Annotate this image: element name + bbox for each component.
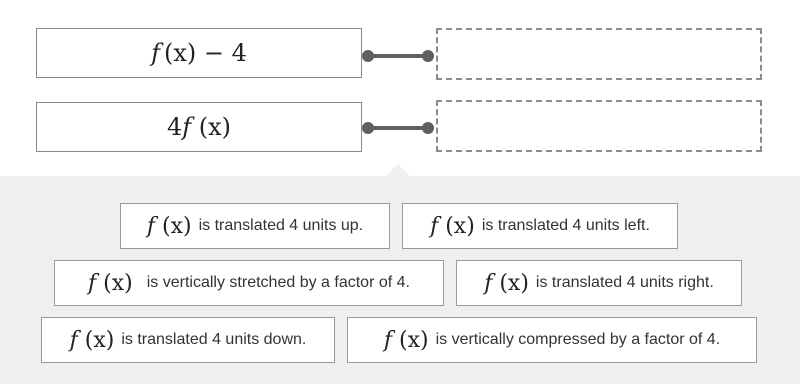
tile-text: is translated 4 units right.	[535, 274, 714, 291]
tile-function: f (x)	[430, 213, 475, 239]
tile-text: is vertically compressed by a factor of 4.	[435, 331, 721, 348]
tile-text: is translated 4 units left.	[481, 217, 650, 234]
answer-tile-left[interactable]	[402, 203, 678, 249]
connector-dot	[362, 50, 374, 62]
tile-function: f (x)	[484, 270, 529, 296]
prompt-func: f	[182, 113, 192, 141]
answer-tile-down[interactable]	[41, 317, 335, 363]
tray-notch	[386, 164, 410, 176]
answer-tile-stretched[interactable]	[54, 260, 444, 306]
tile-function: f (x)	[146, 213, 192, 239]
drop-zone-2[interactable]	[436, 100, 762, 152]
tile-function: f (x)	[88, 270, 133, 296]
tile-text: is vertically stretched by a factor of 4.	[146, 274, 410, 291]
drop-zone-1[interactable]	[436, 28, 762, 80]
prompt-arg: (x)	[163, 39, 197, 67]
prompt-rest: − 4	[196, 39, 247, 67]
prompt-box-2	[36, 102, 362, 152]
prompt-box-1	[36, 28, 362, 78]
answer-tile-right[interactable]	[456, 260, 742, 306]
connector-dot	[362, 122, 374, 134]
connector-bar	[368, 126, 428, 130]
connector-dot	[422, 122, 434, 134]
connector-1	[362, 49, 434, 63]
answer-tile-up[interactable]	[120, 203, 390, 249]
prompt-coef: 4	[166, 113, 183, 141]
answer-tile-compressed[interactable]	[347, 317, 757, 363]
connector-dot	[422, 50, 434, 62]
prompt-arg: (x)	[191, 113, 232, 141]
connector-bar	[368, 54, 428, 58]
tile-function: f (x)	[383, 327, 429, 353]
tile-function: f (x)	[69, 327, 115, 353]
prompt-func: f	[151, 39, 160, 67]
connector-2	[362, 121, 434, 135]
tile-text: is translated 4 units up.	[198, 217, 364, 234]
tile-text: is translated 4 units down.	[121, 331, 307, 348]
